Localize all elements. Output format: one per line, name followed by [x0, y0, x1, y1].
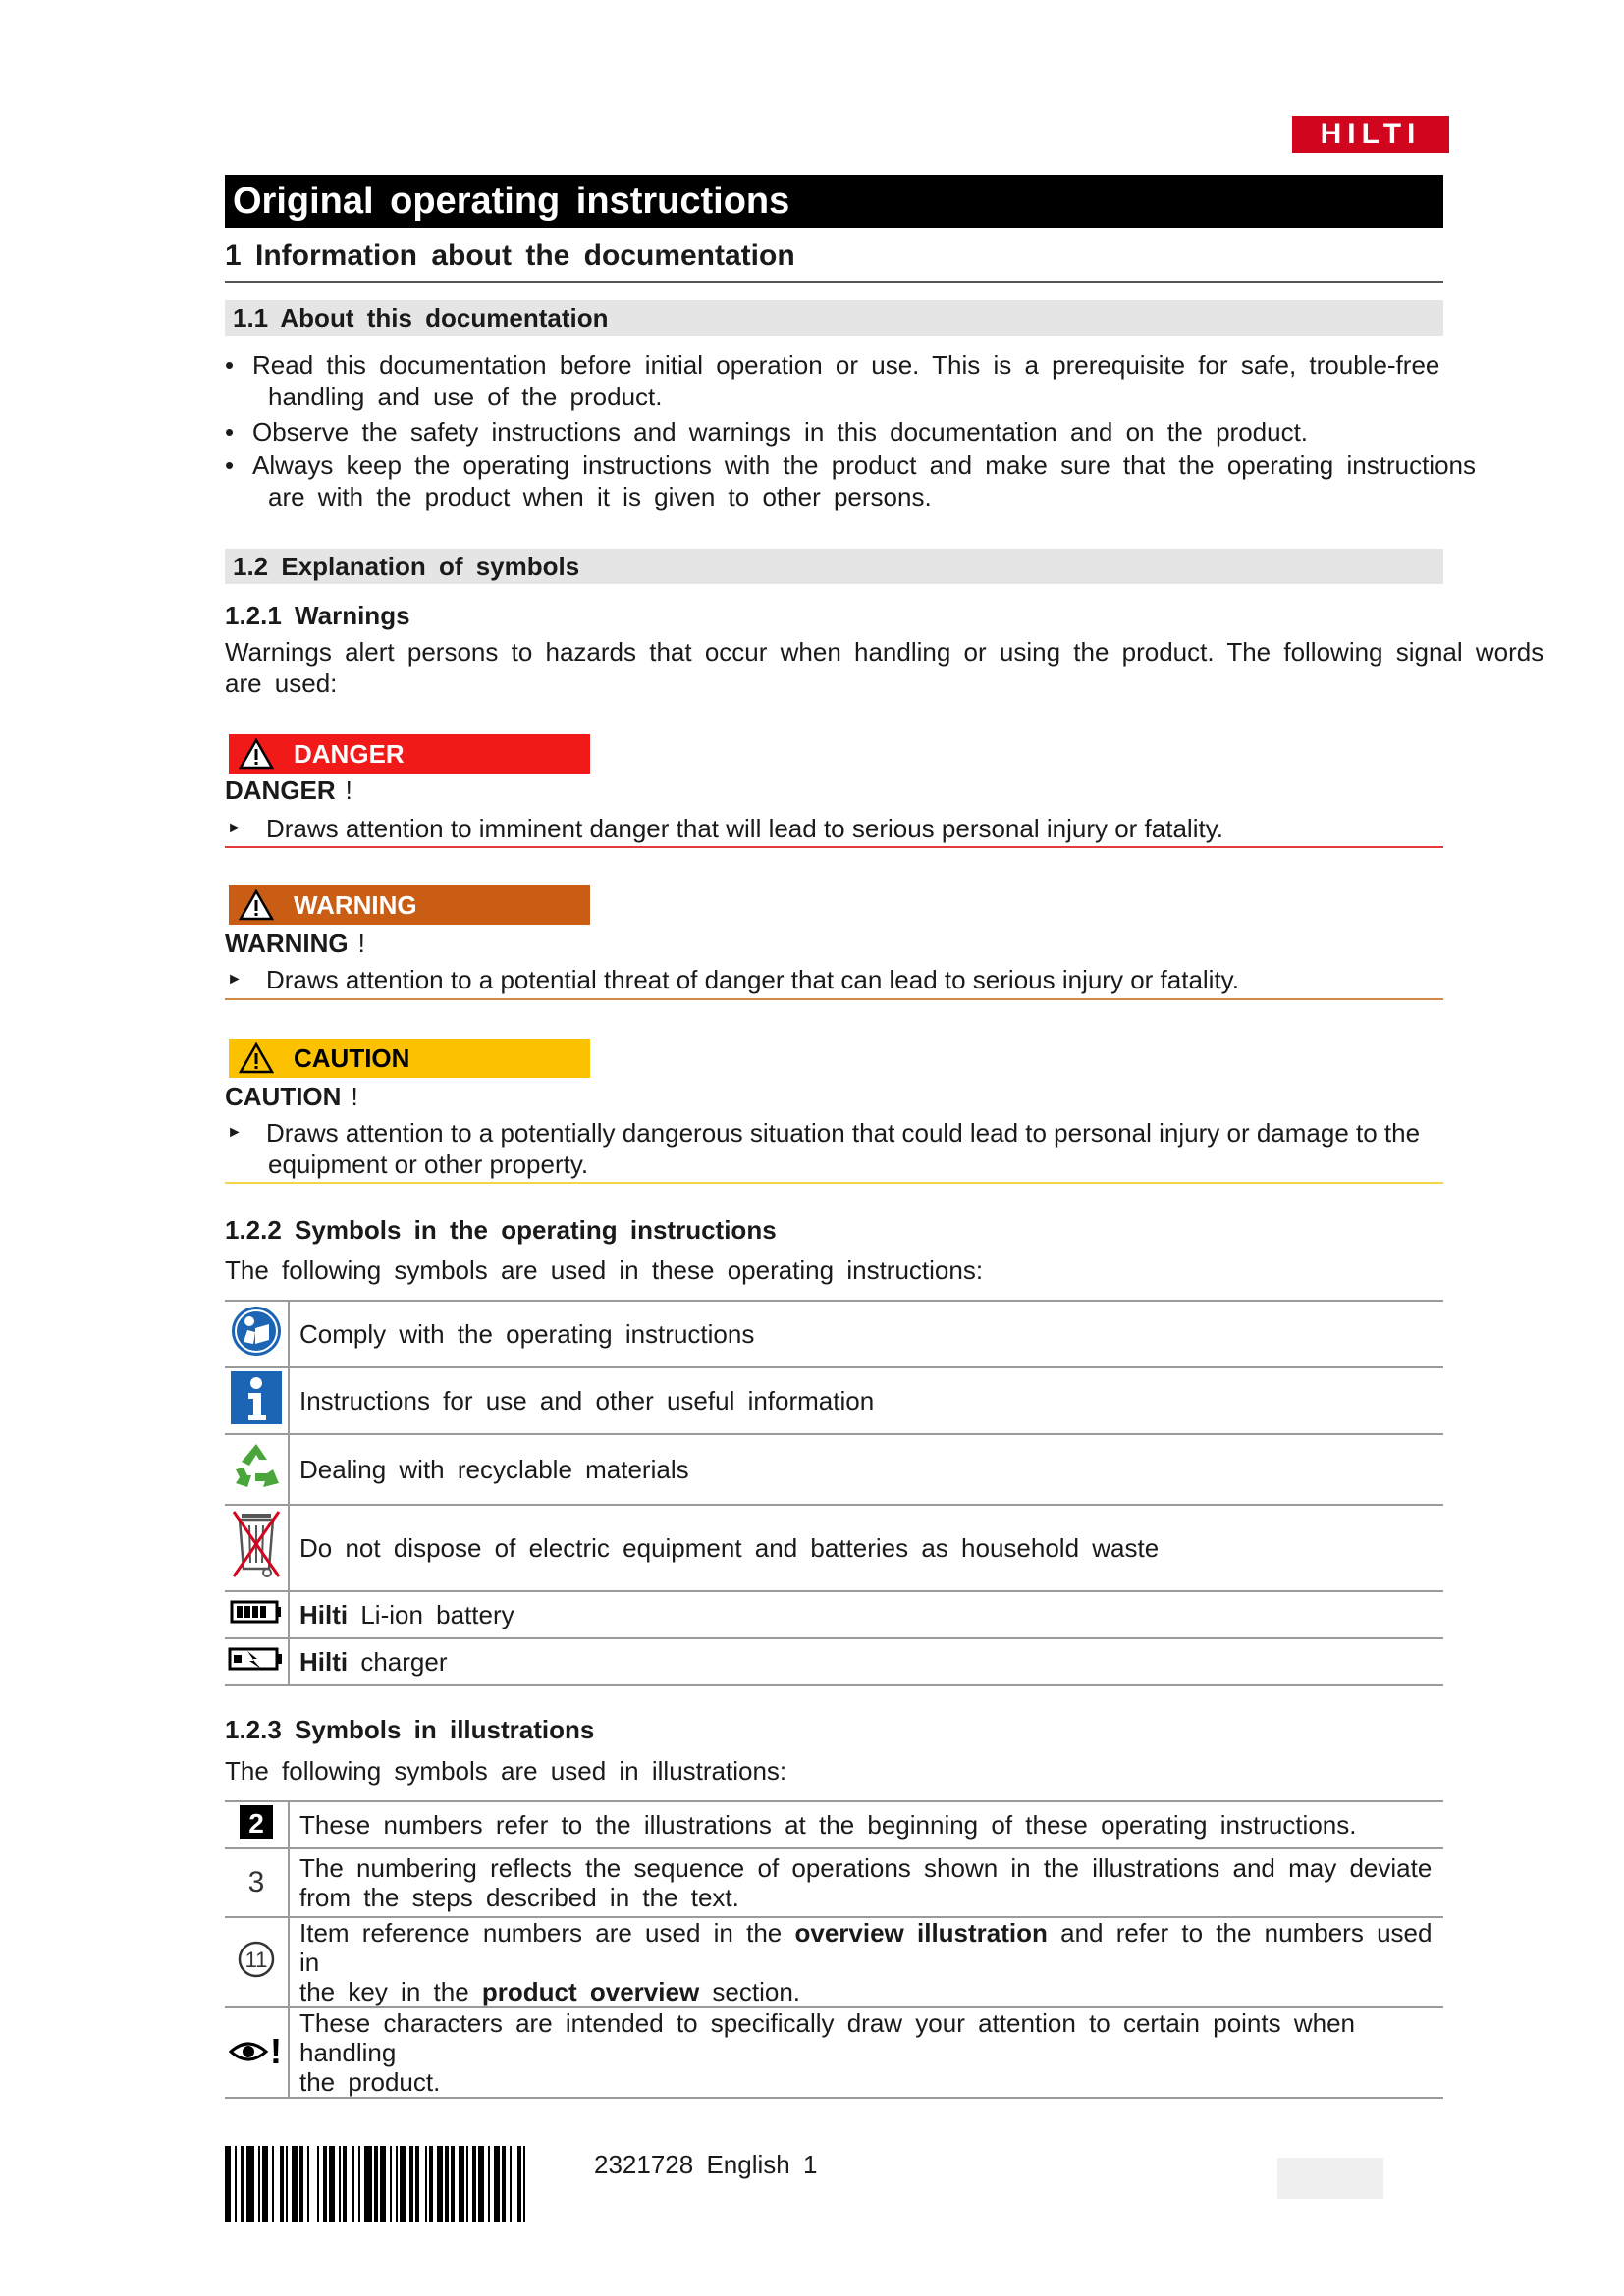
- section-1-2-3-heading: 1.2.3 Symbols in illustrations: [225, 1715, 595, 1744]
- warnings-intro: [225, 636, 1580, 699]
- brand-name: Hilti: [299, 1600, 349, 1629]
- warning-divider: [225, 998, 1443, 1000]
- symbol-description: [289, 1591, 1443, 1638]
- barcode: [225, 2146, 561, 2222]
- section-1-2-2-heading: 1.2.2 Symbols in the operating instructions: [225, 1215, 777, 1245]
- arrow-icon: ►: [227, 1124, 243, 1141]
- bullet-text: Observe the safety instructions and warnings in this documentation and on the product.: [252, 417, 1309, 447]
- symbol-text: charger: [360, 1647, 448, 1677]
- signal-desc: Draws attention to imminent danger that will lead to serious personal injury or fatality.: [266, 814, 1223, 843]
- table-row: [225, 1591, 1443, 1638]
- symbol-description: [289, 1801, 1443, 1848]
- illustration-symbols-intro: The following symbols are used in illustrations:: [225, 1756, 787, 1786]
- section-1-2-heading: 1.2 Explanation of symbols: [225, 549, 1443, 584]
- caution-badge: [229, 1039, 590, 1078]
- symbol-cell: [225, 1591, 289, 1638]
- symbol-cell: [225, 1801, 289, 1848]
- symbol-text: Item reference numbers are used in the overview illustration and refer to the numbers used in: [299, 1918, 1433, 1977]
- caution-description: [225, 1117, 1443, 1180]
- illustration-symbols-table: [225, 1800, 1443, 2099]
- eye-attention-icon: [229, 2030, 284, 2069]
- symbol-text: Comply with the operating instructions: [299, 1319, 755, 1349]
- section-1-2-1-heading: 1.2.1 Warnings: [225, 601, 410, 630]
- symbol-text: These numbers refer to the illustrations at the beginning of these operating instructions.: [299, 1810, 1357, 1840]
- caution-divider: [225, 1182, 1443, 1184]
- symbols-intro: The following symbols are used in these operating instructions:: [225, 1255, 984, 1285]
- table-row: [225, 1505, 1443, 1591]
- warning-triangle-icon: [239, 1042, 274, 1074]
- section-1-heading: 1 Information about the documentation: [225, 240, 1443, 283]
- figure-number-glyph: 2: [248, 1808, 264, 1839]
- table-row: [225, 1848, 1443, 1917]
- table-row: [225, 1301, 1443, 1367]
- barcode-bar: [364, 2146, 372, 2222]
- signal-word: CAUTION: [225, 1082, 342, 1111]
- warning-triangle-icon: [239, 738, 274, 770]
- table-row: [225, 1917, 1443, 2007]
- danger-divider: [225, 846, 1443, 848]
- symbol-text: The numbering reflects the sequence of operations shown in the illustrations and may deviate: [299, 1853, 1433, 1883]
- battery-icon: [230, 1600, 283, 1624]
- barcode-bar: [309, 2146, 317, 2222]
- symbol-cell: [225, 2007, 289, 2098]
- symbol-description: [289, 1367, 1443, 1434]
- symbol-text: Instructions for use and other useful information: [299, 1386, 875, 1415]
- table-row: [225, 2007, 1443, 2098]
- bullet-text: Read this documentation before initial operation or use. This is a prerequisite for safe, trouble-free: [252, 350, 1440, 380]
- danger-badge: [229, 734, 590, 774]
- symbol-cell: [225, 1917, 289, 2007]
- signal-bang: !: [357, 929, 365, 958]
- bullet-text: Always keep the operating instructions with the product and make sure that the operating instructions: [252, 451, 1476, 480]
- bullet-dot: •: [225, 350, 235, 380]
- symbol-cell: [225, 1848, 289, 1917]
- footer-doc-info: 2321728 English 1: [594, 2150, 818, 2179]
- signal-desc: Draws attention to a potentially dangerous situation that could lead to personal injury or damage to the: [266, 1118, 1421, 1148]
- bullet-text-cont: are with the product when it is given to other persons.: [268, 482, 932, 511]
- symbol-cell: [225, 1301, 289, 1367]
- warning-badge: [229, 885, 590, 925]
- warning-word: [225, 929, 365, 959]
- symbol-cell: [225, 1434, 289, 1505]
- symbol-text: from the steps described in the text.: [299, 1883, 739, 1912]
- crossed-bin-icon: [232, 1508, 281, 1582]
- signal-word: DANGER: [225, 775, 336, 805]
- caution-badge-label: CAUTION: [294, 1043, 410, 1073]
- signal-bang: !: [351, 1082, 358, 1111]
- item-reference-glyph: 11: [244, 1948, 268, 1972]
- bullet-text-cont: handling and use of the product.: [268, 382, 663, 411]
- bullet-dot: •: [225, 417, 235, 447]
- warning-description: [225, 964, 1443, 995]
- table-row: [225, 1434, 1443, 1505]
- symbol-cell: [225, 1367, 289, 1434]
- warning-badge-label: WARNING: [294, 890, 417, 920]
- step-number-icon: 3: [247, 1866, 265, 1898]
- table-row: [225, 1638, 1443, 1685]
- symbols-table: [225, 1300, 1443, 1686]
- arrow-icon: ►: [227, 820, 243, 836]
- danger-word: [225, 775, 352, 806]
- item-reference-icon: [237, 1940, 276, 1979]
- symbol-text: the product.: [299, 2067, 441, 2097]
- danger-badge-label: DANGER: [294, 739, 405, 769]
- symbol-description: [289, 1505, 1443, 1591]
- footer-blank-box: [1277, 2158, 1383, 2199]
- section-1-1-heading: 1.1 About this documentation: [225, 300, 1443, 336]
- warning-triangle-icon: [239, 889, 274, 921]
- signal-bang: !: [345, 775, 352, 805]
- bullet-dot: •: [225, 451, 235, 480]
- hilti-logo: HILTI: [1292, 116, 1449, 153]
- barcode-bar: [525, 2146, 531, 2222]
- bullet-item: [225, 349, 1521, 412]
- bullet-item: [225, 450, 1521, 512]
- symbol-text: Dealing with recyclable materials: [299, 1455, 689, 1484]
- table-row: [225, 1367, 1443, 1434]
- read-manual-icon: [230, 1305, 283, 1358]
- symbol-text: Li-ion battery: [360, 1600, 514, 1629]
- table-row: [225, 1801, 1443, 1848]
- signal-desc: Draws attention to a potential threat of danger that can lead to serious injury or fatality.: [266, 965, 1239, 994]
- danger-description: [225, 813, 1443, 844]
- attention-glyph: !: [270, 2031, 282, 2069]
- brand-name: Hilti: [299, 1647, 349, 1677]
- symbol-text: the key in the product overview section.: [299, 1977, 801, 2006]
- symbol-description: [289, 1848, 1443, 1917]
- symbol-description: [289, 1917, 1443, 2007]
- warnings-intro-line: Warnings alert persons to hazards that occur when handling or using the product. The following signal words: [225, 637, 1544, 667]
- bullet-item: [225, 416, 1521, 448]
- arrow-icon: ►: [227, 971, 243, 988]
- recycle-icon: [230, 1440, 283, 1493]
- signal-word: WARNING: [225, 929, 349, 958]
- symbol-description: [289, 1434, 1443, 1505]
- document-title: Original operating instructions: [225, 175, 1443, 228]
- symbol-cell: [225, 1505, 289, 1591]
- symbol-description: [289, 1301, 1443, 1367]
- barcode-bar: [246, 2146, 254, 2222]
- symbol-text: These characters are intended to specifically draw your attention to certain points when handling: [299, 2008, 1355, 2067]
- symbol-cell: [225, 1638, 289, 1685]
- signal-desc-cont: equipment or other property.: [268, 1149, 589, 1179]
- warnings-intro-line: are used:: [225, 668, 338, 698]
- info-icon: [231, 1371, 282, 1424]
- symbol-text: Do not dispose of electric equipment and batteries as household waste: [299, 1533, 1160, 1563]
- caution-word: [225, 1082, 358, 1112]
- charger-icon: [228, 1645, 285, 1673]
- figure-number-icon: [240, 1805, 273, 1839]
- symbol-description: [289, 1638, 1443, 1685]
- symbol-description: [289, 2007, 1443, 2098]
